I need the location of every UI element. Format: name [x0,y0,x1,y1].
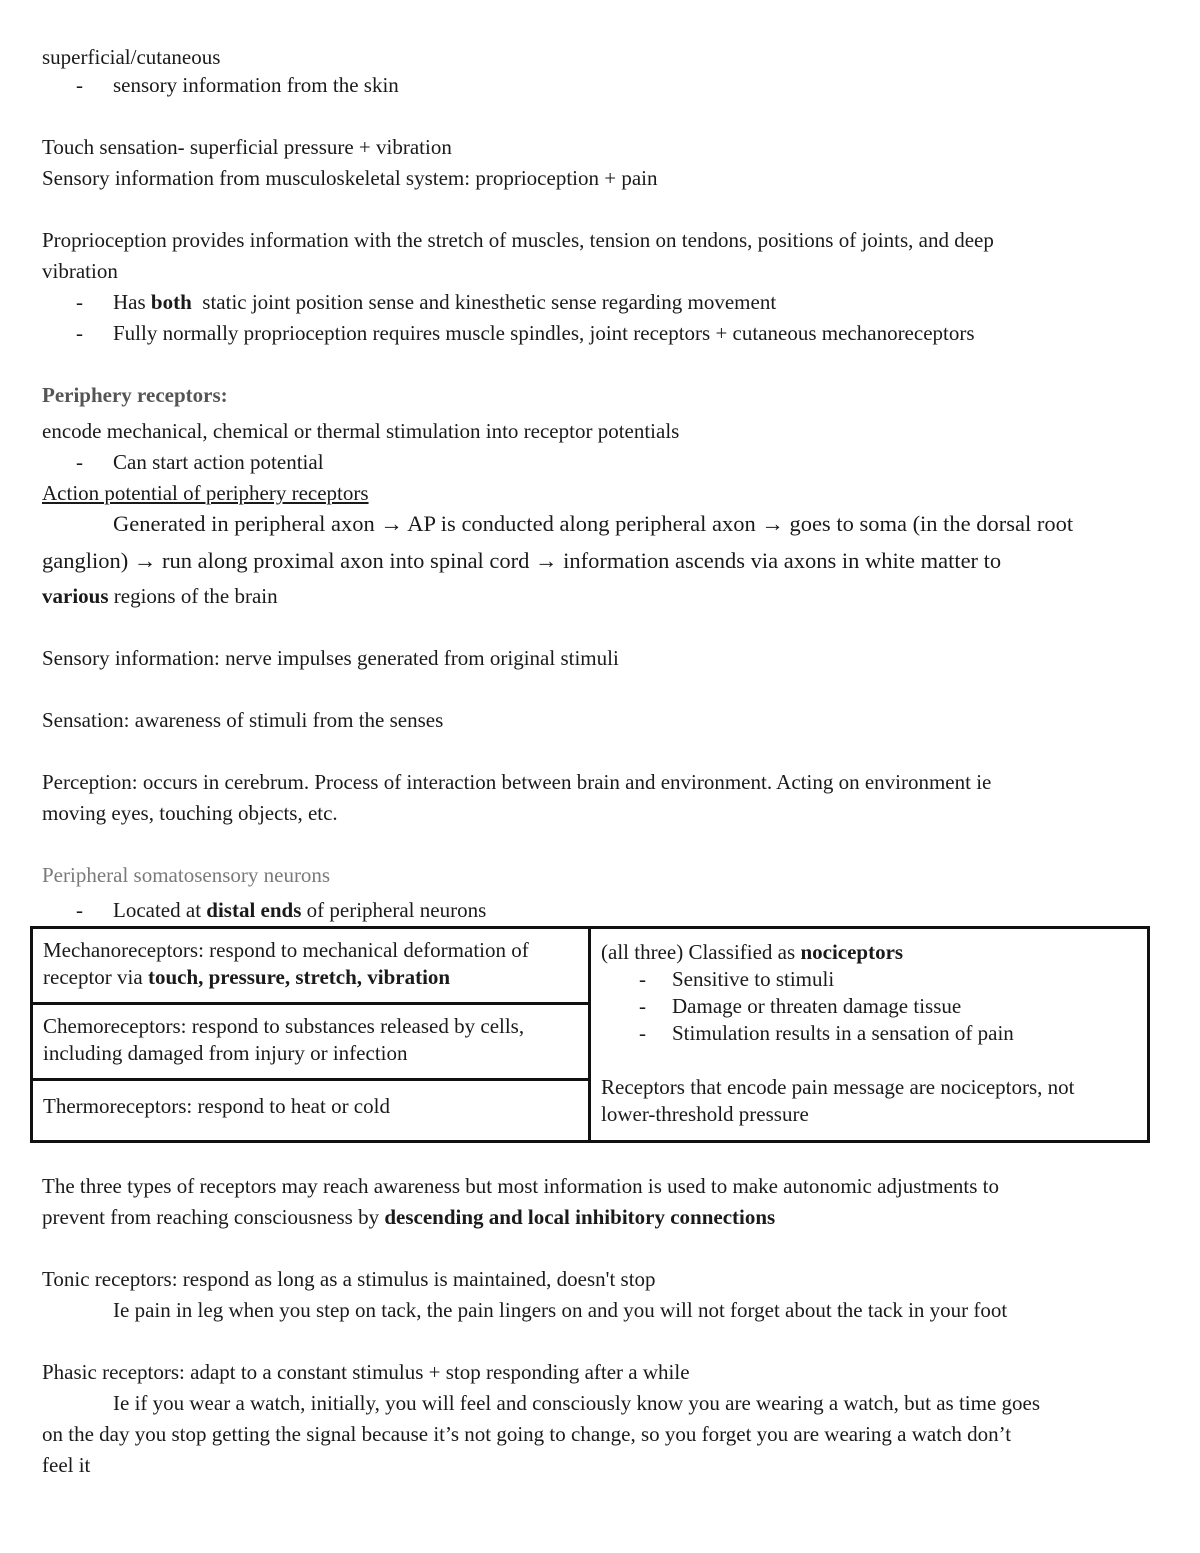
list-item [601,993,1137,1020]
bullet-dash: - [76,321,83,345]
nociceptor-cell [590,928,1149,1142]
text-line [42,581,278,611]
bullet-dash: - [76,450,83,474]
text-line: Ie if you wear a watch, initially, you will feel and consciously know you are wearing a watch, but as time goes [113,1391,1041,1415]
bold-text: nociceptors [800,940,904,964]
text-span: Mechanoreceptors: respond to mechanical deformation of receptor via [43,938,529,989]
text-line: Tonic receptors: respond as long as a stimulus is maintained, doesn't stop [42,1267,656,1291]
bullet-text: Can start action potential [113,450,324,474]
bold-text: both [150,290,192,314]
section-heading: Periphery receptors: [42,383,228,407]
text-line: Ie pain in leg when you step on tack, the pain lingers on and you will not forget about the tack in your foot [113,1298,1008,1322]
bullet-dash: - [639,994,646,1018]
bold-text: touch, pressure, stretch, vibration [147,965,451,989]
bullet-text [113,287,776,317]
text-line: The three types of receptors may reach awareness but most information is used to make autonomic adjustments to [42,1174,999,1198]
section-subheading: Action potential of periphery receptors [42,481,369,505]
nociceptor-note: Receptors that encode pain message are nociceptors, not lower-threshold pressure [601,1075,1075,1126]
text-span: Has [113,290,151,314]
bullet-text: Fully normally proprioception requires muscle spindles, joint receptors + cutaneous mechanoreceptors [113,321,975,345]
bullet-dash: - [639,1021,646,1045]
text-line: vibration [42,259,118,283]
text-line: Touch sensation- superficial pressure + vibration [42,135,452,159]
text-span: prevent from reaching consciousness by [42,1205,385,1229]
text-span: Located at [113,898,207,922]
text-line: ganglion) → run along proximal axon into spinal cord → information ascends via axons in white matter to [42,548,1002,573]
text-line: superficial/cutaneous [42,45,221,69]
bold-text: distal ends [206,898,302,922]
text-span: regions of the brain [108,584,278,608]
bullet-text [113,895,486,925]
list-item-text: Damage or threaten damage tissue [672,994,962,1018]
nociceptor-heading [601,939,1137,966]
text-span: static joint position sense and kinesthetic sense regarding movement [191,290,777,314]
text-line: on the day you stop getting the signal because it’s not going to change, so you forget you are wearing a watch don’t [42,1422,1012,1446]
bullet-text: sensory information from the skin [113,73,399,97]
section-heading: Peripheral somatosensory neurons [42,863,331,887]
list-item-text: Sensitive to stimuli [672,967,835,991]
text-line [42,1202,775,1232]
bold-text: various [42,584,109,608]
text-line: moving eyes, touching objects, etc. [42,801,338,825]
text-line: feel it [42,1453,91,1477]
text-line: Phasic receptors: adapt to a constant stimulus + stop responding after a while [42,1360,690,1384]
mechanoreceptor-cell [32,928,590,1004]
list-item [601,1020,1137,1047]
bullet-dash: - [76,290,83,314]
text-line: Sensory information: nerve impulses generated from original stimuli [42,646,619,670]
list-item [601,966,1137,993]
chemoreceptor-cell: Chemoreceptors: respond to substances released by cells, including damaged from injury or infection [32,1004,590,1080]
text-line: Sensory information from musculoskeletal system: proprioception + pain [42,166,658,190]
bullet-dash: - [639,967,646,991]
bullet-dash: - [76,898,83,922]
receptor-table [30,926,1150,1143]
text-line: Perception: occurs in cerebrum. Process of interaction between brain and environment. Acting on environment ie [42,770,992,794]
thermoreceptor-cell: Thermoreceptors: respond to heat or cold [32,1080,590,1142]
list-item-text: Stimulation results in a sensation of pain [672,1021,1014,1045]
text-span: of peripheral neurons [301,898,487,922]
text-line: encode mechanical, chemical or thermal stimulation into receptor potentials [42,419,680,443]
text-span: (all three) Classified as [601,940,801,964]
text-line: Sensation: awareness of stimuli from the senses [42,708,444,732]
text-line: Generated in peripheral axon → AP is conducted along peripheral axon → goes to soma (in the dorsal root [113,511,1074,536]
bullet-dash: - [76,73,83,97]
bold-text: descending and local inhibitory connections [384,1205,776,1229]
text-line: Proprioception provides information with the stretch of muscles, tension on tendons, positions of joints, and deep [42,228,994,252]
